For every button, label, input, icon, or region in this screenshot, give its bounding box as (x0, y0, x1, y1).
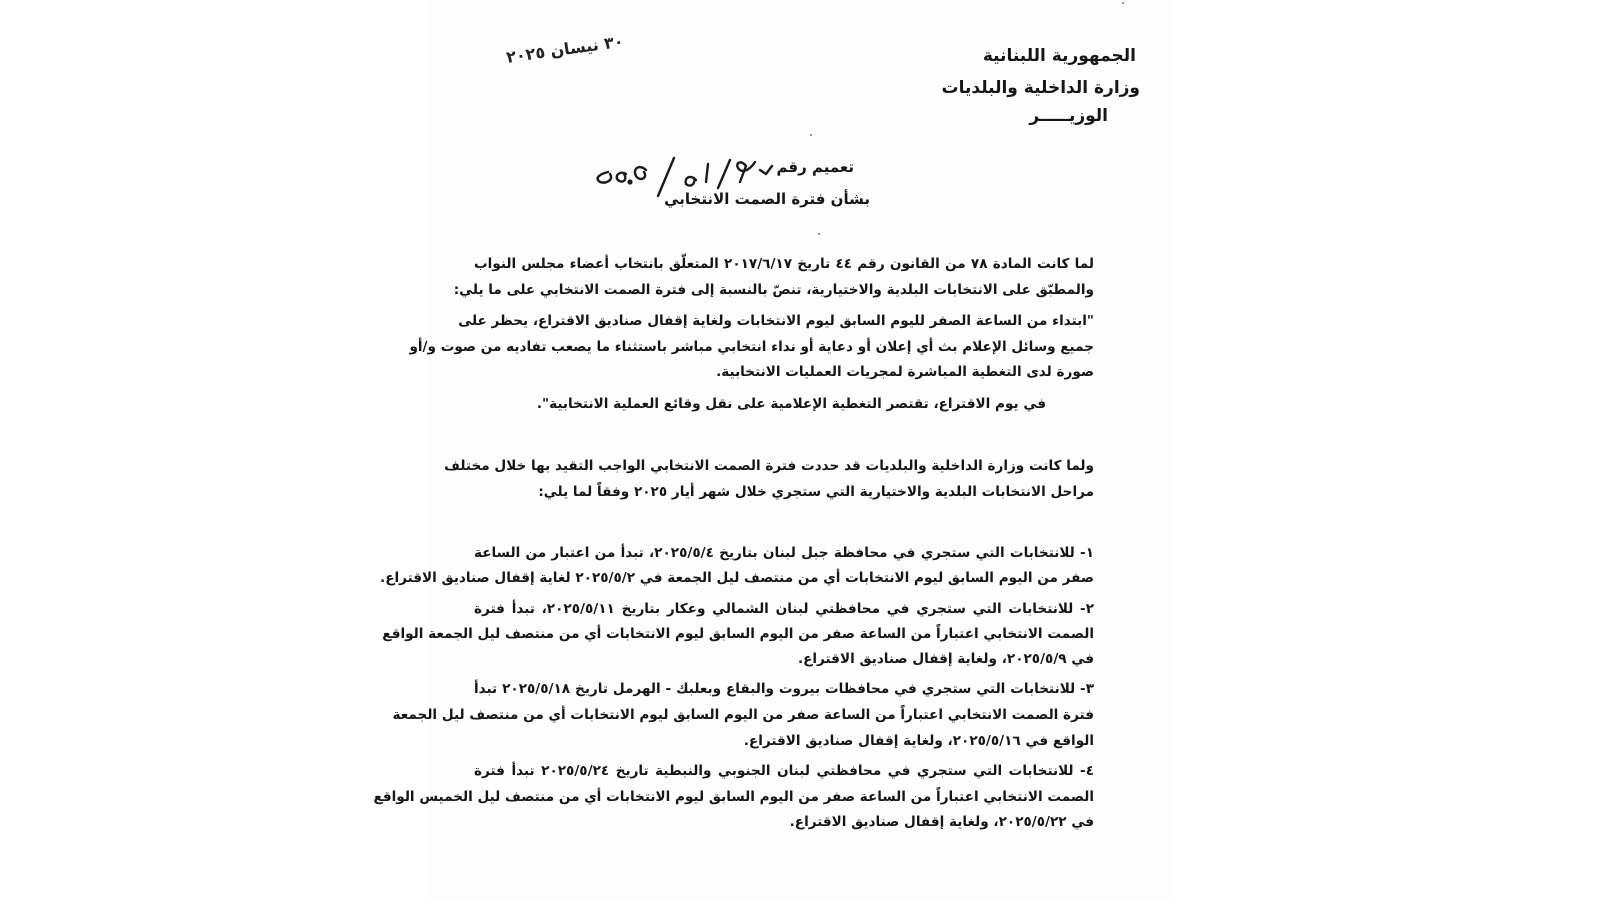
list-item-line: صفر من اليوم السابق ليوم الانتخابات أي من منتصف ليل الجمعة في ٢٠٢٥/٥/٢ لغاية إقفال صناديق الاقتراع. (380, 570, 1094, 586)
intro-line: والمطبّق على الانتخابات البلدية والاختيارية، تنصّ بالنسبة إلى فترة الصمت الانتخابي على ما يلي: (453, 282, 1094, 298)
quote-line: صورة لدى التغطية المباشرة لمجريات العمليات الانتخابية. (716, 364, 1094, 380)
scan-speck (1122, 2, 1124, 4)
list-item-line: في ٢٠٢٥/٥/٢٢، ولغاية إقفال صناديق الاقتراع. (789, 814, 1094, 830)
scan-speck (810, 134, 812, 136)
quote-line: جميع وسائل الإعلام بث أي إعلان أو دعاية أو نداء انتخابي مباشر باستثناء ما يصعب تفاديه من صوت و/أو (409, 339, 1094, 355)
list-item-line: ٤- للانتخابات التي ستجري في محافظتي لبنان الجنوبي والنبطية تاريخ ٢٠٢٥/٥/٢٤ تبدأ فترة (474, 763, 1094, 779)
list-item-line: الصمت الانتخابي اعتباراً من الساعة صفر من اليوم السابق ليوم الانتخابات أي من منتصف ليل الجمعة الواقع (382, 626, 1094, 642)
ministry-paragraph-line: ولما كانت وزارة الداخلية والبلديات قد حددت فترة الصمت الانتخابي الواجب التقيد بها خلال مختلف (444, 458, 1094, 474)
list-item-line: ٢- للانتخابات التي ستجري في محافظتي لبنان الشمالي وعكار بتاريخ ٢٠٢٥/٥/١١، تبدأ فترة (474, 601, 1094, 617)
list-item-line: الواقع في ٢٠٢٥/٥/١٦، ولغاية إقفال صناديق الاقتراع. (743, 733, 1094, 749)
quote-line: "ابتداء من الساعة الصفر لليوم السابق ليوم الانتخابات ولغاية إقفال صناديق الاقتراع، يحظر على (458, 313, 1094, 329)
scan-speck (818, 233, 820, 235)
circular-subject: بشأن فترة الصمت الانتخابي (664, 190, 870, 208)
header-republic: الجمهورية اللبنانية (982, 46, 1136, 66)
list-item-line: الصمت الانتخابي اعتباراً من الساعة صفر من اليوم السابق ليوم الانتخابات أي من منتصف ليل الخميس الواقع (373, 789, 1094, 805)
list-item-line: فترة الصمت الانتخابي اعتباراً من الساعة صفر من اليوم السابق ليوم الانتخابات أي من منتصف ليل الجمعة (392, 707, 1094, 723)
handwritten-date: ٣٠ نيسان ٢٠٢٥ (505, 31, 625, 67)
list-item-line: في ٢٠٢٥/٥/٩، ولغاية إقفال صناديق الاقتراع. (797, 651, 1094, 667)
header-ministry: وزارة الداخلية والبلديات (941, 78, 1140, 98)
list-item-line: ١- للانتخابات التي ستجري في محافظة جبل لبنان بتاريخ ٢٠٢٥/٥/٤، تبدأ من اعتبار من الساعة (474, 545, 1095, 561)
circular-label: تعميم رقم (776, 158, 854, 176)
header-minister: الوزيـــــر (1029, 106, 1108, 126)
list-item-line: ٣- للانتخابات التي ستجري في محافظات بيروت والبقاع وبعلبك - الهرمل تاريخ ٢٠٢٥/٥/١٨ تبدأ (474, 681, 1094, 697)
ministry-paragraph-line: مراحل الانتخابات البلدية والاختيارية التي ستجري خلال شهر أيار ٢٠٢٥ وفقاً لما يلي: (538, 484, 1094, 500)
intro-line: لما كانت المادة ٧٨ من القانون رقم ٤٤ تاريخ ٢٠١٧/٦/١٧ المتعلّق بانتخاب أعضاء مجلس النواب (474, 256, 1094, 272)
quote-end-line: في يوم الاقتراع، تقتصر التغطية الإعلامية على نقل وقائع العملية الانتخابية". (536, 396, 1046, 412)
